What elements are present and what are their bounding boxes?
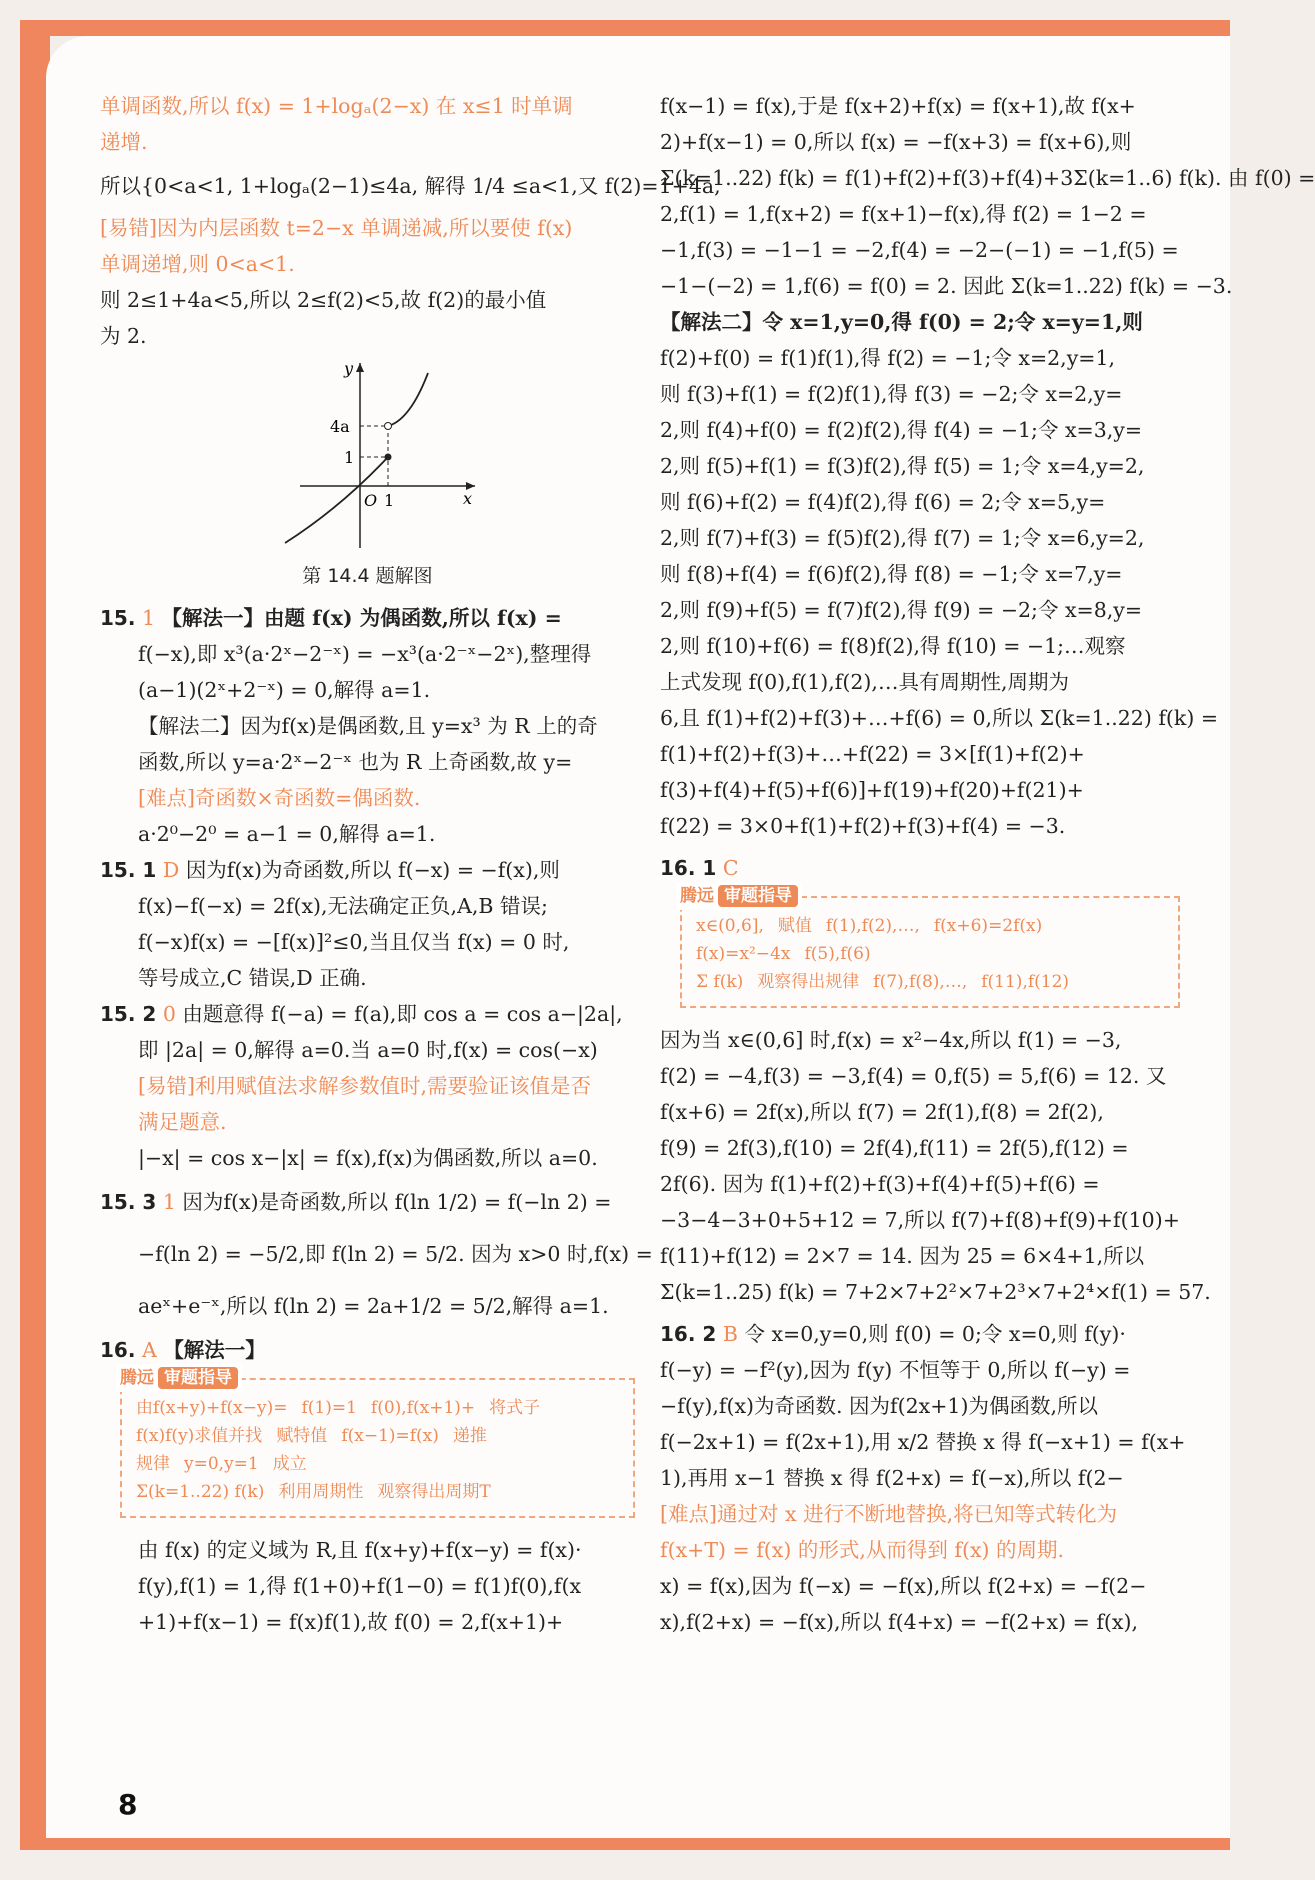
guide-cell: f(0),f(x+1)+ <box>370 1398 476 1418</box>
question-number: 16. 1 <box>660 856 717 880</box>
text-line: f(x)−f(−x) = 2f(x),无法确定正负,A,B 错误; <box>138 894 548 918</box>
guide-tag <box>676 882 802 910</box>
question-number: 16. 2 <box>660 1322 717 1346</box>
text-line: 因为f(x)为奇函数,所以 f(−x) = −f(x),则 <box>185 858 560 882</box>
answer-letter: A <box>141 1338 157 1362</box>
guide-cell: f(7),f(8),…, <box>873 972 968 992</box>
guide-cell: 赋特值 <box>276 1426 328 1446</box>
text-line: f(−x)f(x) = −[f(x)]²≤0,当且仅当 f(x) = 0 时, <box>138 930 570 954</box>
text-line: 2f(6). 因为 f(1)+f(2)+f(3)+f(4)+f(5)+f(6) = <box>660 1172 1100 1196</box>
guide-cell: 由f(x+y)+f(x−y)= <box>136 1398 288 1418</box>
exam-guide-box <box>680 886 1180 1008</box>
method-text: 【解法一】由题 f(x) 为偶函数,所以 f(x) = <box>161 606 562 630</box>
difficulty-note: [难点]奇函数×奇函数=偶函数. <box>138 786 421 810</box>
text-line: 上式发现 f(0),f(1),f(2),…具有周期性,周期为 <box>660 670 1069 694</box>
guide-title: 审题指导 <box>718 885 798 907</box>
guide-cell: f(x−1)=f(x) <box>341 1426 439 1446</box>
answer-letter: 1 <box>162 1190 176 1214</box>
text-line: 递增. <box>100 130 148 154</box>
text-line: |−x| = cos x−|x| = f(x),f(x)为偶函数,所以 a=0. <box>138 1146 598 1170</box>
guide-title: 审题指导 <box>158 1367 238 1389</box>
text-line: f(x+6) = 2f(x),所以 f(7) = 2f(1),f(8) = 2f(2), <box>660 1100 1104 1124</box>
text-line: −3−4−3+0+5+12 = 7,所以 f(7)+f(8)+f(9)+f(10)+ <box>660 1208 1180 1232</box>
text-line: 函数,所以 y=a·2ˣ−2⁻ˣ 也为 R 上奇函数,故 y= <box>138 750 573 774</box>
error-note: 单调递增,则 0<a<1. <box>100 252 295 276</box>
guide-cell: f(11),f(12) <box>981 972 1070 992</box>
text-line: f(22) = 3×0+f(1)+f(2)+f(3)+f(4) = −3. <box>660 814 1066 838</box>
text-line: 2,则 f(10)+f(6) = f(8)f(2),得 f(10) = −1;…观察 <box>660 634 1126 658</box>
text-line: Σ(k=1..25) f(k) = 7+2×7+2²×7+2³×7+2⁴×f(1) = 57. <box>660 1280 1211 1304</box>
guide-cell: 观察得出规律 <box>757 972 860 992</box>
text-line: 2)+f(x−1) = 0,所以 f(x) = −f(x+3) = f(x+6),则 <box>660 130 1132 154</box>
text-line: −f(ln 2) = −5/2,即 f(ln 2) = 5/2. 因为 x>0 时,f(x) = <box>138 1242 653 1266</box>
y-tick-1: 1 <box>344 448 355 467</box>
difficulty-note: f(x+T) = f(x) 的形式,从而得到 f(x) 的周期. <box>660 1538 1065 1562</box>
guide-cell: f(x)=x²−4x <box>696 944 791 964</box>
text-line: 则 f(6)+f(2) = f(4)f(2),得 f(6) = 2;令 x=5,y= <box>660 490 1106 514</box>
error-note: [易错]利用赋值法求解参数值时,需要验证该值是否 <box>138 1074 592 1098</box>
x-axis-label: x <box>463 489 473 508</box>
text-line: 等号成立,C 错误,D 正确. <box>138 966 367 990</box>
text-line: f(−x),即 x³(a·2ˣ−2⁻ˣ) = −x³(a·2⁻ˣ−2ˣ),整理得 <box>138 642 592 666</box>
open-point <box>385 423 392 430</box>
guide-cell: 递推 <box>452 1426 487 1446</box>
y-tick-4a: 4a <box>330 417 350 436</box>
guide-row <box>696 940 1164 968</box>
question-number: 15. 1 <box>100 858 157 882</box>
question-number: 15. 3 <box>100 1190 157 1214</box>
text-line: 单调函数,所以 f(x) = 1+logₐ(2−x) 在 x≤1 时单调 <box>100 94 573 118</box>
text-line: 则 f(8)+f(4) = f(6)f(2),得 f(8) = −1;令 x=7,y= <box>660 562 1123 586</box>
graph-caption: 第 14.4 题解图 <box>302 565 433 587</box>
text-line: 2,则 f(4)+f(0) = f(2)f(2),得 f(4) = −1;令 x=3,y= <box>660 418 1143 442</box>
text-line: a·2⁰−2⁰ = a−1 = 0,解得 a=1. <box>138 822 436 846</box>
text-line: x) = f(x),因为 f(−x) = −f(x),所以 f(2+x) = −f(2− <box>660 1574 1147 1598</box>
guide-cell: Σ f(k) <box>696 972 744 992</box>
question-number: 15. <box>100 606 136 630</box>
guide-cell: 规律 <box>136 1454 170 1474</box>
y-axis-arrow <box>356 363 364 372</box>
guide-cell: 成立 <box>272 1454 307 1474</box>
text-line: Σ(k=1..22) f(k) = f(1)+f(2)+f(3)+f(4)+3Σ(k=1..6) f(k). 由 f(0) = <box>660 166 1315 190</box>
guide-cell: f(x)f(y)求值并找 <box>136 1426 263 1446</box>
text-line: f(2) = −4,f(3) = −3,f(4) = 0,f(5) = 5,f(6) = 12. 又 <box>660 1064 1167 1088</box>
text-line: 【解法二】因为f(x)是偶函数,且 y=x³ 为 R 上的奇 <box>138 714 598 738</box>
text-line: 令 x=0,y=0,则 f(0) = 0;令 x=0,则 f(y)· <box>744 1322 1126 1346</box>
orange-frame-bottom <box>20 1838 1230 1850</box>
text-line: 即 |2a| = 0,解得 a=0.当 a=0 时,f(x) = cos(−x) <box>138 1038 598 1062</box>
guide-row <box>696 968 1164 996</box>
answer-letter: B <box>722 1322 738 1346</box>
text-line: 因为当 x∈(0,6] 时,f(x) = x²−4x,所以 f(1) = −3, <box>660 1028 1122 1052</box>
guide-cell: 赋值 <box>777 916 812 936</box>
question-number: 16. <box>100 1338 136 1362</box>
text-line: f(−y) = −f²(y),因为 f(y) 不恒等于 0,所以 f(−y) = <box>660 1358 1131 1382</box>
text-line: 2,f(1) = 1,f(x+2) = f(x+1)−f(x),得 f(2) = 1−2 = <box>660 202 1147 226</box>
text-line: −1−(−2) = 1,f(6) = f(0) = 2. 因此 Σ(k=1..22) f(k) = −3. <box>660 274 1233 298</box>
text-line: f(3)+f(4)+f(5)+f(6)]+f(19)+f(20)+f(21)+ <box>660 778 1084 802</box>
text-line: 由题意得 f(−a) = f(a),即 cos a = cos a−|2a|, <box>182 1002 623 1026</box>
text-line: 则 2≤1+4a<5,所以 2≤f(2)<5,故 f(2)的最小值 <box>100 288 547 312</box>
text-line: (a−1)(2ˣ+2⁻ˣ) = 0,解得 a=1. <box>138 678 431 702</box>
text-line: 则 f(3)+f(1) = f(2)f(1),得 f(3) = −2;令 x=2,y= <box>660 382 1123 406</box>
text-line: x),f(2+x) = −f(x),所以 f(4+x) = −f(2+x) = f(x), <box>660 1610 1138 1634</box>
text-line: f(2)+f(0) = f(1)f(1),得 f(2) = −1;令 x=2,y=1, <box>660 346 1116 370</box>
question-number: 15. 2 <box>100 1002 157 1026</box>
text-line: 【解法二】令 x=1,y=0,得 f(0) = 2;令 x=y=1,则 <box>660 310 1143 334</box>
x-tick-1: 1 <box>384 491 395 510</box>
text-line: f(x−1) = f(x),于是 f(x+2)+f(x) = f(x+1),故 f(x+ <box>660 94 1136 118</box>
guide-row <box>136 1450 619 1478</box>
y-axis-label: y <box>344 359 354 378</box>
guide-cell: Σ(k=1..22) f(k) <box>136 1482 265 1502</box>
text-line: 1),再用 x−1 替换 x 得 f(2+x) = f(−x),所以 f(2− <box>660 1466 1124 1490</box>
answer-letter: C <box>722 856 739 880</box>
text-line: 为 2. <box>100 324 147 348</box>
text-line: 6,且 f(1)+f(2)+f(3)+…+f(6) = 0,所以 Σ(k=1..22) f(k) = <box>660 706 1219 730</box>
difficulty-note: [难点]通过对 x 进行不断地替换,将已知等式转化为 <box>660 1502 1118 1526</box>
answer-letter: 0 <box>162 1002 176 1026</box>
text-line: f(9) = 2f(3),f(10) = 2f(4),f(11) = 2f(5),f(12) = <box>660 1136 1129 1160</box>
answer-letter: 1 <box>141 606 156 630</box>
origin-label: O <box>364 491 378 510</box>
text-line: f(y),f(1) = 1,得 f(1+0)+f(1−0) = f(1)f(0),f(x <box>138 1574 582 1598</box>
text-line: f(1)+f(2)+f(3)+…+f(22) = 3×[f(1)+f(2)+ <box>660 742 1085 766</box>
exam-guide-box <box>120 1368 635 1518</box>
text-line: 2,则 f(7)+f(3) = f(5)f(2),得 f(7) = 1;令 x=6,y=2, <box>660 526 1145 550</box>
guide-brand: 腾远 <box>680 886 714 906</box>
text-line: 2,则 f(9)+f(5) = f(7)f(2),得 f(9) = −2;令 x=8,y= <box>660 598 1143 622</box>
guide-cell: f(5),f(6) <box>804 944 871 964</box>
guide-row <box>136 1422 619 1450</box>
text-line: −f(y),f(x)为奇函数. 因为f(2x+1)为偶函数,所以 <box>660 1394 1098 1418</box>
text-line: −1,f(3) = −1−1 = −2,f(4) = −2−(−1) = −1,f(5) = <box>660 238 1179 262</box>
page-number: 8 <box>118 1788 138 1821</box>
guide-row <box>136 1394 619 1422</box>
guide-cell: 利用周期性 <box>278 1482 364 1502</box>
closed-point <box>385 454 392 461</box>
guide-brand: 腾远 <box>120 1368 154 1388</box>
guide-cell: x∈(0,6], <box>696 916 764 936</box>
text-line: f(11)+f(12) = 2×7 = 14. 因为 25 = 6×4+1,所以 <box>660 1244 1145 1268</box>
guide-tag <box>116 1364 242 1392</box>
guide-cell: 观察得出周期T <box>377 1482 491 1502</box>
answer-letter: D <box>162 858 180 882</box>
guide-cell: f(1),f(2),…, <box>825 916 920 936</box>
text-line: 由 f(x) 的定义域为 R,且 f(x+y)+f(x−y) = f(x)· <box>138 1538 582 1562</box>
guide-cell: f(1)=1 <box>301 1398 357 1418</box>
error-note: 满足题意. <box>138 1110 227 1134</box>
text-line: +1)+f(x−1) = f(x)f(1),故 f(0) = 2,f(x+1)+ <box>138 1610 564 1634</box>
error-note: [易错]因为内层函数 t=2−x 单调递减,所以要使 f(x) <box>100 216 573 240</box>
guide-cell: 将式子 <box>489 1398 541 1418</box>
text-line: aeˣ+e⁻ˣ,所以 f(ln 2) = 2a+1/2 = 5/2,解得 a=1. <box>138 1294 609 1318</box>
text-line: 2,则 f(5)+f(1) = f(3)f(2),得 f(5) = 1;令 x=4,y=2, <box>660 454 1145 478</box>
right-column <box>660 88 1315 1640</box>
guide-cell: f(x+6)=2f(x) <box>933 916 1043 936</box>
text-line: f(−2x+1) = f(2x+1),用 x/2 替换 x 得 f(−x+1) = f(x+ <box>660 1430 1186 1454</box>
guide-row <box>136 1478 619 1506</box>
text-line: 因为f(x)是奇函数,所以 f(ln 1/2) = f(−ln 2) = <box>182 1190 612 1214</box>
method-text: 【解法一】 <box>163 1338 266 1362</box>
guide-row <box>696 912 1164 940</box>
orange-frame-top <box>20 20 1230 36</box>
guide-cell: y=0,y=1 <box>184 1454 259 1474</box>
quadratic-curve <box>388 373 428 426</box>
function-graph <box>280 358 480 558</box>
text-line: 所以{0<a<1, 1+logₐ(2−1)≤4a, 解得 1/4 ≤a<1,又 f(2)=1+4a, <box>100 174 721 198</box>
